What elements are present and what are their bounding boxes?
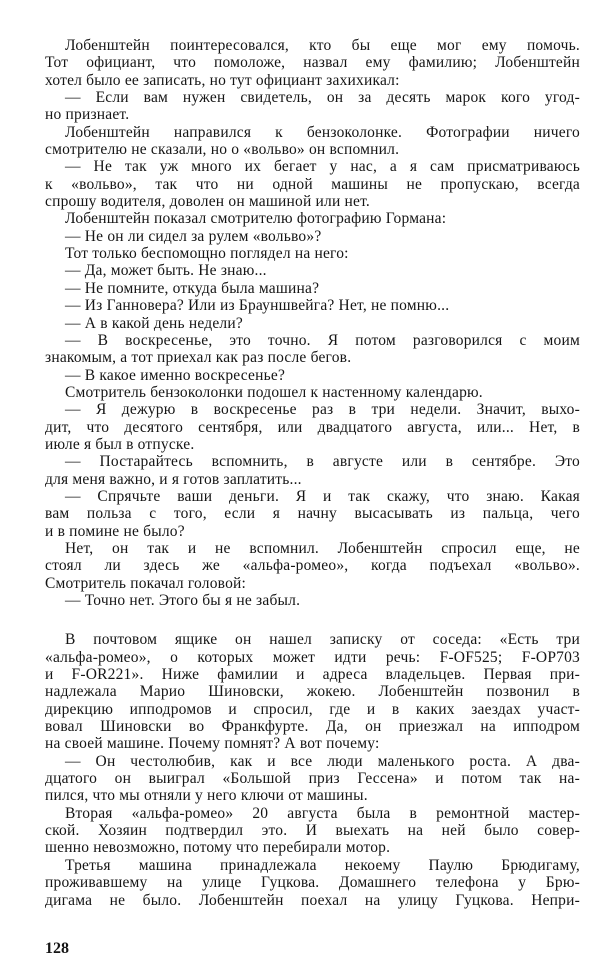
paragraph <box>45 245 580 262</box>
text-line: — Если вам нужен свидетель, он за десять марок кого угод- <box>65 89 580 107</box>
paragraph <box>45 210 580 227</box>
text-line: надлежала Марио Шиновски, жокею. Лобенштейн позвонил в <box>45 683 580 701</box>
paragraph <box>45 228 580 245</box>
text-line: дцатого он выиграл «Большой приз Гессена» и потом так на- <box>45 770 580 788</box>
text-line: спрошу водителя, доволен он машиной или нет. <box>45 193 370 211</box>
section-1 <box>45 37 580 609</box>
text-line: — Не так уж много их бегает у нас, а я сам присматриваюсь <box>65 158 580 176</box>
text-line: — Да, может быть. Не знаю... <box>65 262 267 280</box>
text-line: — Он честолюбив, как и все люди маленького роста. А два- <box>65 752 580 770</box>
text-line: шенно невозможно, потому что перебирали мотор. <box>45 839 391 857</box>
text-line: — В воскресенье, это точно. Я потом разговорился с моим <box>65 331 580 349</box>
paragraph <box>45 805 580 857</box>
text-line: знакомым, а тот приехал как раз после бегов. <box>45 349 352 367</box>
text-line: — Из Ганновера? Или из Брауншвейга? Нет, не помню... <box>65 297 450 315</box>
paragraph <box>45 384 580 401</box>
paragraph <box>45 262 580 279</box>
paragraph <box>45 453 580 488</box>
text-line: — Спрячьте ваши деньги. Я и так скажу, что знаю. Какая <box>65 487 580 505</box>
section-2 <box>45 631 580 909</box>
text-line: — Точно нет. Этого бы я не забыл. <box>65 592 301 609</box>
text-line: ской. Хозяин подтвердил это. И выехать на ней было совер- <box>45 822 580 840</box>
page-body <box>45 37 580 909</box>
section-break <box>45 609 580 631</box>
text-line: но признает. <box>45 106 130 124</box>
text-line: Нет, он так и не вспомнил. Лобенштейн спросил еще, не <box>65 539 580 557</box>
text-line: и в помине не было? <box>45 522 185 540</box>
paragraph <box>45 857 580 909</box>
paragraph <box>45 297 580 314</box>
text-line: — В какое именно воскресенье? <box>65 366 286 384</box>
text-line: к «вольво», так что ни одной машины не пропускаю, всегда <box>45 175 580 193</box>
text-line: Смотритель покачал головой: <box>45 574 247 592</box>
paragraph <box>45 158 580 210</box>
text-line: июле я был в отпуске. <box>45 435 195 453</box>
text-line: пился, что мы отняли у него ключи от машины. <box>45 787 368 805</box>
text-line: и F-OR221». Ниже фамилии и адреса владельцев. Первая при- <box>45 666 580 684</box>
text-line: — А в какой день недели? <box>65 314 243 332</box>
text-line: Смотритель бензоколонки подошел к настенному календарю. <box>65 383 483 401</box>
text-line: для меня важно, и я готов заплатить... <box>45 470 302 488</box>
paragraph <box>45 37 580 89</box>
text-line: Тот официант, что помоложе, назвал ему фамилию; Лобенштейн <box>45 54 580 72</box>
text-line: Лобенштейн поинтересовался, кто бы еще мог ему помочь. <box>65 37 580 54</box>
text-line: «альфа-ромео», о которых может идти речь: F-OF525; F-OP703 <box>45 648 580 666</box>
text-line: вам польза с того, если я начну высасывать из пальца, чего <box>45 505 580 523</box>
text-line: Лобенштейн показал смотрителю фотографию Гормана: <box>65 210 447 228</box>
page-number: 128 <box>45 940 69 957</box>
text-line: дит, что десятого сентября, или двадцатого августа, или... Нет, в <box>45 418 580 436</box>
paragraph <box>45 401 580 453</box>
text-line: Лобенштейн направился к бензоколонке. Фотографии ничего <box>65 123 580 141</box>
text-line: дирекцию ипподромов и спросил, где и в каких заездах участ- <box>45 700 580 718</box>
paragraph <box>45 280 580 297</box>
text-line: Тот только беспомощно поглядел на него: <box>65 245 349 263</box>
text-line: дигама не было. Лобенштейн поехал на улицу Гуцкова. Непри- <box>45 891 580 909</box>
paragraph <box>45 332 580 367</box>
text-line: В почтовом ящике он нашел записку от соседа: «Есть три <box>65 631 580 649</box>
paragraph <box>45 367 580 384</box>
paragraph <box>45 540 580 592</box>
text-line: смотрителю не сказали, но о «вольво» он вспомнил. <box>45 141 400 159</box>
paragraph <box>45 124 580 159</box>
paragraph <box>45 488 580 540</box>
text-line: — Я дежурю в воскресенье раз в три недели. Значит, выхо- <box>65 401 580 419</box>
text-line: Вторая «альфа-ромео» 20 августа была в ремонтной мастер- <box>65 804 580 822</box>
paragraph <box>45 753 580 805</box>
paragraph <box>45 89 580 124</box>
text-line: — Постарайтесь вспомнить, в августе или в сентябре. Это <box>65 453 580 471</box>
text-line: стоял ли здесь же «альфа-ромео», когда подъехал «вольво». <box>45 557 580 575</box>
text-line: вовал Шиновски во Франкфурте. Да, он приезжал на ипподром <box>45 718 580 736</box>
text-line: — Не он ли сидел за рулем «вольво»? <box>65 227 322 245</box>
text-line: хотел было ее записать, но тут официант захихикал: <box>45 71 400 89</box>
paragraph <box>45 631 580 752</box>
text-line: Третья машина принадлежала некоему Паулю Брюдигаму, <box>65 856 580 874</box>
paragraph <box>45 592 580 609</box>
text-line: проживавшему на улице Гуцкова. Домашнего телефона у Брю- <box>45 874 580 892</box>
paragraph <box>45 315 580 332</box>
text-line: на своей машине. Почему помнят? А вот почему: <box>45 735 380 753</box>
text-line: — Не помните, откуда была машина? <box>65 279 320 297</box>
